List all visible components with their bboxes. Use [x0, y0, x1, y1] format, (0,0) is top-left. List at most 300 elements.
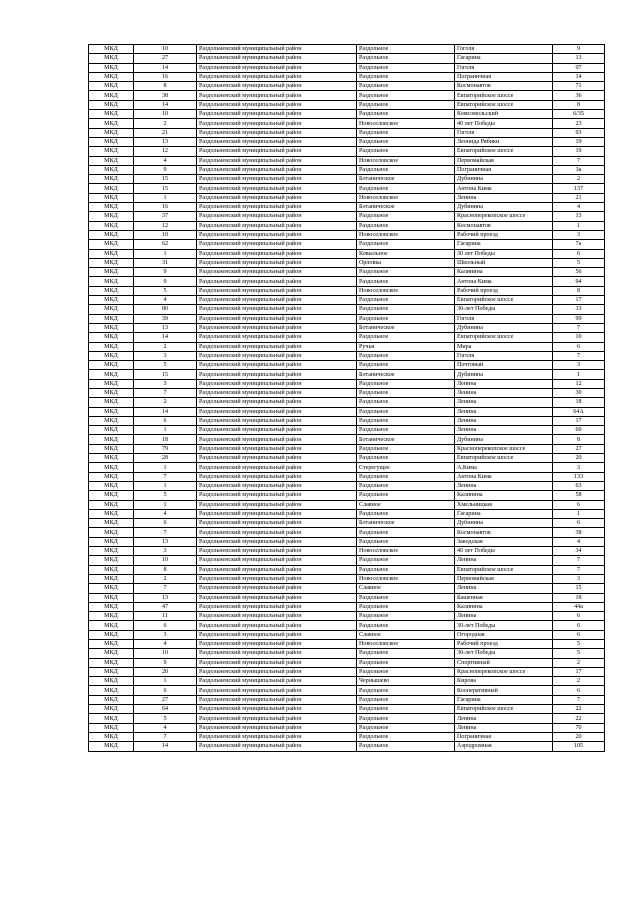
object-type-cell: МКД	[89, 128, 134, 137]
street-cell: Гоголя	[455, 351, 553, 360]
settlement-cell: Ручьи	[357, 342, 455, 351]
district-cell: Раздольненский муниципальный район	[197, 212, 357, 221]
count-cell: 27	[134, 695, 197, 704]
district-cell: Раздольненский муниципальный район	[197, 491, 357, 500]
house-number-cell: 70	[553, 723, 605, 732]
house-number-cell: 7	[553, 323, 605, 332]
table-row	[89, 444, 605, 453]
count-cell: 14	[134, 63, 197, 72]
street-cell: Гоголя	[455, 63, 553, 72]
settlement-cell: Ботаническое	[357, 175, 455, 184]
object-type-cell: МКД	[89, 286, 134, 295]
house-number-cell: 60	[553, 426, 605, 435]
house-number-cell: 19	[553, 147, 605, 156]
district-cell: Раздольненский муниципальный район	[197, 574, 357, 583]
table-row	[89, 277, 605, 286]
object-type-cell: МКД	[89, 593, 134, 602]
house-number-cell: 5	[553, 258, 605, 267]
table-row	[89, 677, 605, 686]
settlement-cell: Новоселовское	[357, 547, 455, 556]
count-cell: 7	[134, 528, 197, 537]
house-number-cell: 63	[553, 481, 605, 490]
street-cell: Антона Кима	[455, 472, 553, 481]
count-cell: 28	[134, 454, 197, 463]
count-cell: 3	[134, 547, 197, 556]
count-cell: 16	[134, 72, 197, 81]
object-type-cell: МКД	[89, 184, 134, 193]
settlement-cell: Новоселовское	[357, 156, 455, 165]
street-cell: Красноперекопское шоссе	[455, 444, 553, 453]
table-row	[89, 621, 605, 630]
house-number-cell: 2	[553, 658, 605, 667]
settlement-cell: Раздольное	[357, 45, 455, 54]
table-row	[89, 240, 605, 249]
settlement-cell: Раздольное	[357, 714, 455, 723]
count-cell: 1	[134, 193, 197, 202]
street-cell: Космонавтов	[455, 528, 553, 537]
street-cell: Антона Кима	[455, 277, 553, 286]
district-cell: Раздольненский муниципальный район	[197, 45, 357, 54]
table-row	[89, 184, 605, 193]
house-number-cell: 3а	[553, 165, 605, 174]
house-number-cell: 36	[553, 91, 605, 100]
settlement-cell: Новоселовское	[357, 230, 455, 239]
house-number-cell: 20	[553, 454, 605, 463]
object-type-cell: МКД	[89, 119, 134, 128]
count-cell: 2	[134, 342, 197, 351]
count-cell: 4	[134, 509, 197, 518]
object-type-cell: МКД	[89, 612, 134, 621]
district-cell: Раздольненский муниципальный район	[197, 240, 357, 249]
district-cell: Раздольненский муниципальный район	[197, 640, 357, 649]
table-row	[89, 686, 605, 695]
street-cell: А.Кима	[455, 463, 553, 472]
table-row	[89, 398, 605, 407]
count-cell: 9	[134, 277, 197, 286]
district-cell: Раздольненский муниципальный район	[197, 481, 357, 490]
object-type-cell: МКД	[89, 305, 134, 314]
table-row	[89, 333, 605, 342]
house-number-cell: 17	[553, 296, 605, 305]
district-cell: Раздольненский муниципальный район	[197, 72, 357, 81]
district-cell: Раздольненский муниципальный район	[197, 565, 357, 574]
district-cell: Раздольненский муниципальный район	[197, 519, 357, 528]
object-type-cell: МКД	[89, 723, 134, 732]
district-cell: Раздольненский муниципальный район	[197, 407, 357, 416]
house-number-cell: 6	[553, 519, 605, 528]
house-number-cell: 22	[553, 705, 605, 714]
object-type-cell: МКД	[89, 742, 134, 751]
house-number-cell: 14	[553, 72, 605, 81]
district-cell: Раздольненский муниципальный район	[197, 258, 357, 267]
count-cell: 5	[134, 361, 197, 370]
object-type-cell: МКД	[89, 509, 134, 518]
object-type-cell: МКД	[89, 574, 134, 583]
street-cell: Комсомольский	[455, 110, 553, 119]
table-row	[89, 454, 605, 463]
object-type-cell: МКД	[89, 547, 134, 556]
district-cell: Раздольненский муниципальный район	[197, 444, 357, 453]
house-number-cell: 7	[553, 565, 605, 574]
settlement-cell: Раздольное	[357, 509, 455, 518]
settlement-cell: Славное	[357, 500, 455, 509]
object-type-cell: МКД	[89, 565, 134, 574]
house-number-cell: 7	[553, 695, 605, 704]
house-number-cell: 64А	[553, 407, 605, 416]
district-cell: Раздольненский муниципальный район	[197, 732, 357, 741]
object-type-cell: МКД	[89, 407, 134, 416]
house-number-cell: 8	[553, 100, 605, 109]
object-type-cell: МКД	[89, 258, 134, 267]
count-cell: 8	[134, 565, 197, 574]
street-cell: Космонавтов	[455, 82, 553, 91]
table-row	[89, 537, 605, 546]
object-type-cell: МКД	[89, 602, 134, 611]
object-type-cell: МКД	[89, 63, 134, 72]
district-cell: Раздольненский муниципальный район	[197, 416, 357, 425]
district-cell: Раздольненский муниципальный район	[197, 82, 357, 91]
table-row	[89, 305, 605, 314]
count-cell: 4	[134, 723, 197, 732]
object-type-cell: МКД	[89, 621, 134, 630]
district-cell: Раздольненский муниципальный район	[197, 714, 357, 723]
street-cell: Ленина	[455, 723, 553, 732]
district-cell: Раздольненский муниципальный район	[197, 184, 357, 193]
table-row	[89, 491, 605, 500]
settlement-cell: Раздольное	[357, 649, 455, 658]
count-cell: 11	[134, 612, 197, 621]
table-row	[89, 212, 605, 221]
table-row	[89, 556, 605, 565]
table-row	[89, 45, 605, 54]
street-cell: Ленина	[455, 426, 553, 435]
district-cell: Раздольненский муниципальный район	[197, 351, 357, 360]
district-cell: Раздольненский муниципальный район	[197, 323, 357, 332]
district-cell: Раздольненский муниципальный район	[197, 612, 357, 621]
house-number-cell: 20	[553, 732, 605, 741]
settlement-cell: Раздольное	[357, 388, 455, 397]
table-row	[89, 714, 605, 723]
table-row	[89, 649, 605, 658]
count-cell: 1	[134, 481, 197, 490]
settlement-cell: Ботаническое	[357, 435, 455, 444]
house-number-cell: 5	[553, 640, 605, 649]
table-row	[89, 463, 605, 472]
street-cell: Пограничная	[455, 72, 553, 81]
settlement-cell: Раздольное	[357, 379, 455, 388]
object-type-cell: МКД	[89, 705, 134, 714]
settlement-cell: Раздольное	[357, 612, 455, 621]
object-type-cell: МКД	[89, 686, 134, 695]
street-cell: Пограничная	[455, 732, 553, 741]
count-cell: 4	[134, 296, 197, 305]
settlement-cell: Раздольное	[357, 593, 455, 602]
street-cell: 40 лет Победы	[455, 119, 553, 128]
house-number-cell: 13	[553, 54, 605, 63]
district-cell: Раздольненский муниципальный район	[197, 286, 357, 295]
settlement-cell: Раздольное	[357, 63, 455, 72]
table-row	[89, 314, 605, 323]
district-cell: Раздольненский муниципальный район	[197, 305, 357, 314]
settlement-cell: Раздольное	[357, 277, 455, 286]
district-cell: Раздольненский муниципальный район	[197, 110, 357, 119]
object-type-cell: МКД	[89, 296, 134, 305]
house-number-cell: 133	[553, 472, 605, 481]
table-row	[89, 695, 605, 704]
count-cell: 4	[134, 640, 197, 649]
district-cell: Раздольненский муниципальный район	[197, 137, 357, 146]
settlement-cell: Раздольное	[357, 556, 455, 565]
table-row	[89, 54, 605, 63]
street-cell: Первомайская	[455, 574, 553, 583]
table-row	[89, 481, 605, 490]
object-type-cell: МКД	[89, 416, 134, 425]
table-row	[89, 165, 605, 174]
table-row	[89, 230, 605, 239]
table-row	[89, 565, 605, 574]
street-cell: Первомайская	[455, 156, 553, 165]
count-cell: 10	[134, 649, 197, 658]
settlement-cell: Стерегущее	[357, 463, 455, 472]
table-row	[89, 509, 605, 518]
table-row	[89, 193, 605, 202]
street-cell: Дубинина	[455, 175, 553, 184]
count-cell: 27	[134, 54, 197, 63]
district-cell: Раздольненский муниципальный район	[197, 156, 357, 165]
object-type-cell: МКД	[89, 714, 134, 723]
count-cell: 20	[134, 667, 197, 676]
count-cell: 9	[134, 658, 197, 667]
object-type-cell: МКД	[89, 667, 134, 676]
street-cell: Заводская	[455, 537, 553, 546]
object-type-cell: МКД	[89, 147, 134, 156]
district-cell: Раздольненский муниципальный район	[197, 249, 357, 258]
house-number-cell: 4	[553, 537, 605, 546]
street-cell: Леонида Рябики	[455, 137, 553, 146]
count-cell: 7	[134, 472, 197, 481]
settlement-cell: Раздольное	[357, 361, 455, 370]
district-cell: Раздольненский муниципальный район	[197, 370, 357, 379]
table-row	[89, 258, 605, 267]
table-row	[89, 519, 605, 528]
object-type-cell: МКД	[89, 54, 134, 63]
object-type-cell: МКД	[89, 537, 134, 546]
count-cell: 38	[134, 91, 197, 100]
table-row	[89, 472, 605, 481]
settlement-cell: Раздольное	[357, 54, 455, 63]
district-cell: Раздольненский муниципальный район	[197, 658, 357, 667]
table-row	[89, 705, 605, 714]
object-type-cell: МКД	[89, 658, 134, 667]
street-cell: Ленина	[455, 556, 553, 565]
settlement-cell: Раздольное	[357, 667, 455, 676]
count-cell: 15	[134, 370, 197, 379]
table-row	[89, 370, 605, 379]
house-number-cell: 30	[553, 388, 605, 397]
district-cell: Раздольненский муниципальный район	[197, 705, 357, 714]
street-cell: Рабочий проезд	[455, 640, 553, 649]
settlement-cell: Раздольное	[357, 221, 455, 230]
object-type-cell: МКД	[89, 379, 134, 388]
count-cell: 3	[134, 379, 197, 388]
house-number-cell: 137	[553, 184, 605, 193]
street-cell: Гагарина	[455, 695, 553, 704]
district-cell: Раздольненский муниципальный район	[197, 128, 357, 137]
house-number-cell: 3	[553, 361, 605, 370]
house-number-cell: 97	[553, 63, 605, 72]
street-cell: Гагарина	[455, 54, 553, 63]
settlement-cell: Раздольное	[357, 686, 455, 695]
settlement-cell: Новоселовское	[357, 286, 455, 295]
district-cell: Раздольненский муниципальный район	[197, 91, 357, 100]
street-cell: 30-лет Победы	[455, 649, 553, 658]
settlement-cell: Раздольное	[357, 454, 455, 463]
house-number-cell: 23	[553, 119, 605, 128]
table-row	[89, 147, 605, 156]
street-cell: Евпаторийское шоссе	[455, 147, 553, 156]
house-number-cell: 18	[553, 398, 605, 407]
table-row	[89, 547, 605, 556]
district-cell: Раздольненский муниципальный район	[197, 54, 357, 63]
count-cell: 5	[134, 286, 197, 295]
street-cell: Евпаторийское шоссе	[455, 454, 553, 463]
house-number-cell: 7	[553, 556, 605, 565]
street-cell: Кооперативный	[455, 686, 553, 695]
house-number-cell: 7	[553, 156, 605, 165]
settlement-cell: Чернышево	[357, 677, 455, 686]
settlement-cell: Раздольное	[357, 240, 455, 249]
district-cell: Раздольненский муниципальный район	[197, 649, 357, 658]
house-number-cell: 3	[553, 230, 605, 239]
house-number-cell: 12	[553, 379, 605, 388]
count-cell: 13	[134, 537, 197, 546]
table-row	[89, 723, 605, 732]
table-row	[89, 100, 605, 109]
settlement-cell: Раздольное	[357, 407, 455, 416]
count-cell: 10	[134, 45, 197, 54]
street-cell: Ленина	[455, 584, 553, 593]
street-cell: Калинина	[455, 602, 553, 611]
district-cell: Раздольненский муниципальный район	[197, 314, 357, 323]
house-number-cell: 58	[553, 491, 605, 500]
house-number-cell: 10	[553, 333, 605, 342]
district-cell: Раздольненский муниципальный район	[197, 584, 357, 593]
district-cell: Раздольненский муниципальный район	[197, 667, 357, 676]
settlement-cell: Ботаническое	[357, 323, 455, 332]
table-row	[89, 407, 605, 416]
district-cell: Раздольненский муниципальный район	[197, 203, 357, 212]
table-row	[89, 110, 605, 119]
table-body	[89, 45, 605, 752]
house-number-cell: 8	[553, 286, 605, 295]
settlement-cell: Раздольное	[357, 481, 455, 490]
table-row	[89, 658, 605, 667]
settlement-cell: Раздольное	[357, 416, 455, 425]
housing-table	[88, 44, 605, 752]
district-cell: Раздольненский муниципальный район	[197, 742, 357, 751]
count-cell: 2	[134, 119, 197, 128]
table-row	[89, 612, 605, 621]
street-cell: Евпаторийское шоссе	[455, 91, 553, 100]
table-row	[89, 63, 605, 72]
settlement-cell: Новоселовское	[357, 574, 455, 583]
object-type-cell: МКД	[89, 649, 134, 658]
object-type-cell: МКД	[89, 268, 134, 277]
count-cell: 5	[134, 491, 197, 500]
district-cell: Раздольненский муниципальный район	[197, 621, 357, 630]
settlement-cell: Раздольное	[357, 742, 455, 751]
settlement-cell: Раздольное	[357, 110, 455, 119]
street-cell: Космонавтов	[455, 221, 553, 230]
street-cell: Дубинина	[455, 519, 553, 528]
object-type-cell: МКД	[89, 45, 134, 54]
count-cell: 7	[134, 732, 197, 741]
settlement-cell: Раздольное	[357, 128, 455, 137]
district-cell: Раздольненский муниципальный район	[197, 221, 357, 230]
house-number-cell: 1	[553, 221, 605, 230]
district-cell: Раздольненский муниципальный район	[197, 723, 357, 732]
object-type-cell: МКД	[89, 230, 134, 239]
count-cell: 6	[134, 519, 197, 528]
street-cell: Пограничная	[455, 165, 553, 174]
district-cell: Раздольненский муниципальный район	[197, 100, 357, 109]
settlement-cell: Раздольное	[357, 426, 455, 435]
district-cell: Раздольненский муниципальный район	[197, 165, 357, 174]
settlement-cell: Раздольное	[357, 165, 455, 174]
district-cell: Раздольненский муниципальный район	[197, 547, 357, 556]
district-cell: Раздольненский муниципальный район	[197, 230, 357, 239]
house-number-cell: 5	[553, 649, 605, 658]
settlement-cell: Раздольное	[357, 296, 455, 305]
district-cell: Раздольненский муниципальный район	[197, 435, 357, 444]
district-cell: Раздольненский муниципальный район	[197, 296, 357, 305]
table-row	[89, 249, 605, 258]
table-row	[89, 156, 605, 165]
count-cell: 62	[134, 240, 197, 249]
table-row	[89, 128, 605, 137]
table-row	[89, 416, 605, 425]
object-type-cell: МКД	[89, 584, 134, 593]
object-type-cell: МКД	[89, 630, 134, 639]
street-cell: Евпаторийское шоссе	[455, 100, 553, 109]
street-cell: Гагарина	[455, 240, 553, 249]
district-cell: Раздольненский муниципальный район	[197, 472, 357, 481]
object-type-cell: МКД	[89, 165, 134, 174]
object-type-cell: МКД	[89, 528, 134, 537]
object-type-cell: МКД	[89, 156, 134, 165]
object-type-cell: МКД	[89, 556, 134, 565]
count-cell: 2	[134, 574, 197, 583]
table-row	[89, 630, 605, 639]
house-number-cell: 27	[553, 444, 605, 453]
house-number-cell: 44а	[553, 602, 605, 611]
house-number-cell: 13	[553, 212, 605, 221]
count-cell: 8	[134, 82, 197, 91]
count-cell: 13	[134, 137, 197, 146]
district-cell: Раздольненский муниципальный район	[197, 602, 357, 611]
street-cell: Гагарина	[455, 509, 553, 518]
count-cell: 12	[134, 147, 197, 156]
street-cell: Спортивный	[455, 658, 553, 667]
district-cell: Раздольненский муниципальный район	[197, 463, 357, 472]
table-row	[89, 361, 605, 370]
count-cell: 3	[134, 351, 197, 360]
street-cell: Калинина	[455, 268, 553, 277]
house-number-cell: 6	[553, 612, 605, 621]
street-cell: Дубинина	[455, 323, 553, 332]
district-cell: Раздольненский муниципальный район	[197, 342, 357, 351]
settlement-cell: Славное	[357, 630, 455, 639]
